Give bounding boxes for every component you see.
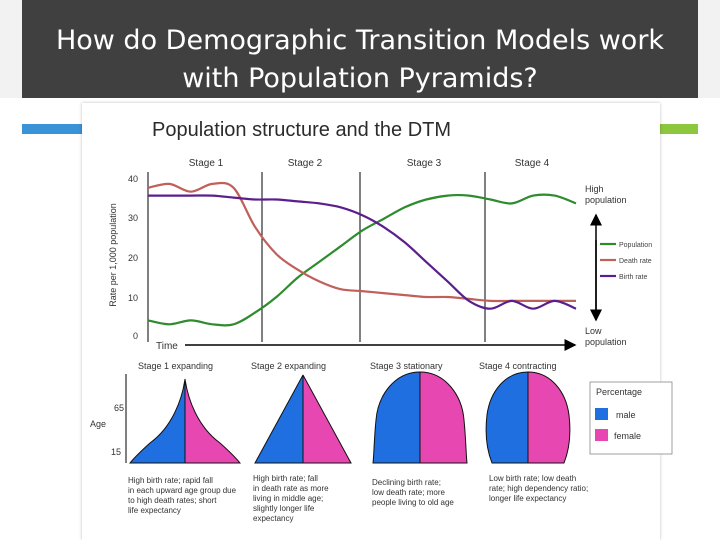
pyramid-stage4-male (486, 372, 528, 463)
legend-female-swatch (595, 429, 608, 441)
y-tick-label: 0 (132, 331, 138, 341)
pyramid-caption-line: to high death rates; short (128, 496, 217, 505)
pyramid-caption-line: in death rate as more (253, 484, 329, 493)
pyramid-stage1-male (130, 379, 185, 463)
legend-male-swatch (595, 408, 608, 420)
legend-female-label: female (614, 431, 642, 441)
pyramid-caption-line: slightly longer life (253, 504, 315, 513)
pyramid-stage3-male (373, 372, 420, 463)
pyramid-title: Stage 2 expanding (251, 361, 327, 371)
stage-label: Stage 3 (406, 158, 442, 169)
population-label-line: population (585, 195, 627, 205)
pyramid-caption (253, 474, 329, 523)
series-line-death-rate (148, 183, 576, 301)
population-label-line: population (585, 337, 627, 347)
y-tick-label: 10 (127, 293, 138, 303)
pyramid-caption-line: living in middle age; (253, 494, 324, 503)
pyramid-caption (489, 474, 588, 503)
high-population-label (585, 184, 627, 205)
age-tick-label: 65 (114, 403, 125, 413)
stage-label: Stage 1 (188, 158, 224, 169)
pyramid-stage1-female (185, 379, 240, 463)
pyramid-caption-line: expectancy (253, 514, 294, 523)
pyramid-title: Stage 3 stationary (370, 361, 443, 371)
stage-label: Stage 4 (514, 158, 550, 169)
pyramid-caption-line: people living to old age (372, 498, 454, 507)
pyramid-stage4-female (528, 372, 570, 463)
pyramid-caption-line: rate; high dependency ratio; (489, 484, 589, 493)
pyramid-caption (128, 476, 237, 515)
chart-title: Population structure and the DTM (152, 119, 452, 141)
x-axis-label: Time (156, 341, 178, 352)
legend-label: Population (619, 242, 653, 249)
pyramid-caption-line: low death rate; more (372, 488, 445, 497)
chart-legend (600, 242, 652, 281)
slide-title: How do Demographic Transition Models work with Population Pyramids? (55, 25, 665, 94)
age-tick-label: 15 (111, 447, 122, 457)
series-layer (148, 183, 576, 325)
pyramid-caption (372, 478, 454, 507)
stage-label: Stage 2 (287, 158, 323, 169)
y-axis-label: Rate per 1,000 population (108, 203, 118, 307)
pyramid-caption-line: in each upward age group due (128, 486, 237, 495)
y-tick-label: 40 (127, 174, 138, 184)
pyramid-legend-title: Percentage (596, 387, 643, 397)
legend-label: Death rate (619, 258, 652, 265)
pyramid-caption-line: life expectancy (128, 506, 181, 515)
low-population-label (585, 326, 627, 347)
pyramid-caption-line: longer life expectancy (489, 494, 567, 503)
high-population-text-1: High (585, 184, 604, 194)
legend-male-label: male (616, 410, 636, 420)
low-population-text-1: Low (585, 326, 602, 336)
pyramid-title: Stage 1 expanding (138, 361, 214, 371)
pyramid-captions (128, 474, 588, 523)
age-label: Age (90, 419, 107, 429)
pyramid-caption-line: High birth rate; rapid fall (128, 476, 213, 485)
pyramid-caption-line: Low birth rate; low death (489, 474, 577, 483)
pyramid-stage2-female (303, 375, 351, 463)
pyramid-stage3-female (420, 372, 467, 463)
pyramid-caption-line: High birth rate; fall (253, 474, 318, 483)
pyramid-stage2-male (255, 375, 303, 463)
pyramid-title: Stage 4 contracting (479, 361, 557, 371)
y-tick-label: 30 (127, 213, 138, 223)
y-tick-label: 20 (127, 253, 138, 263)
legend-label: Birth rate (619, 274, 648, 281)
pyramid-caption-line: Declining birth rate; (372, 478, 441, 487)
